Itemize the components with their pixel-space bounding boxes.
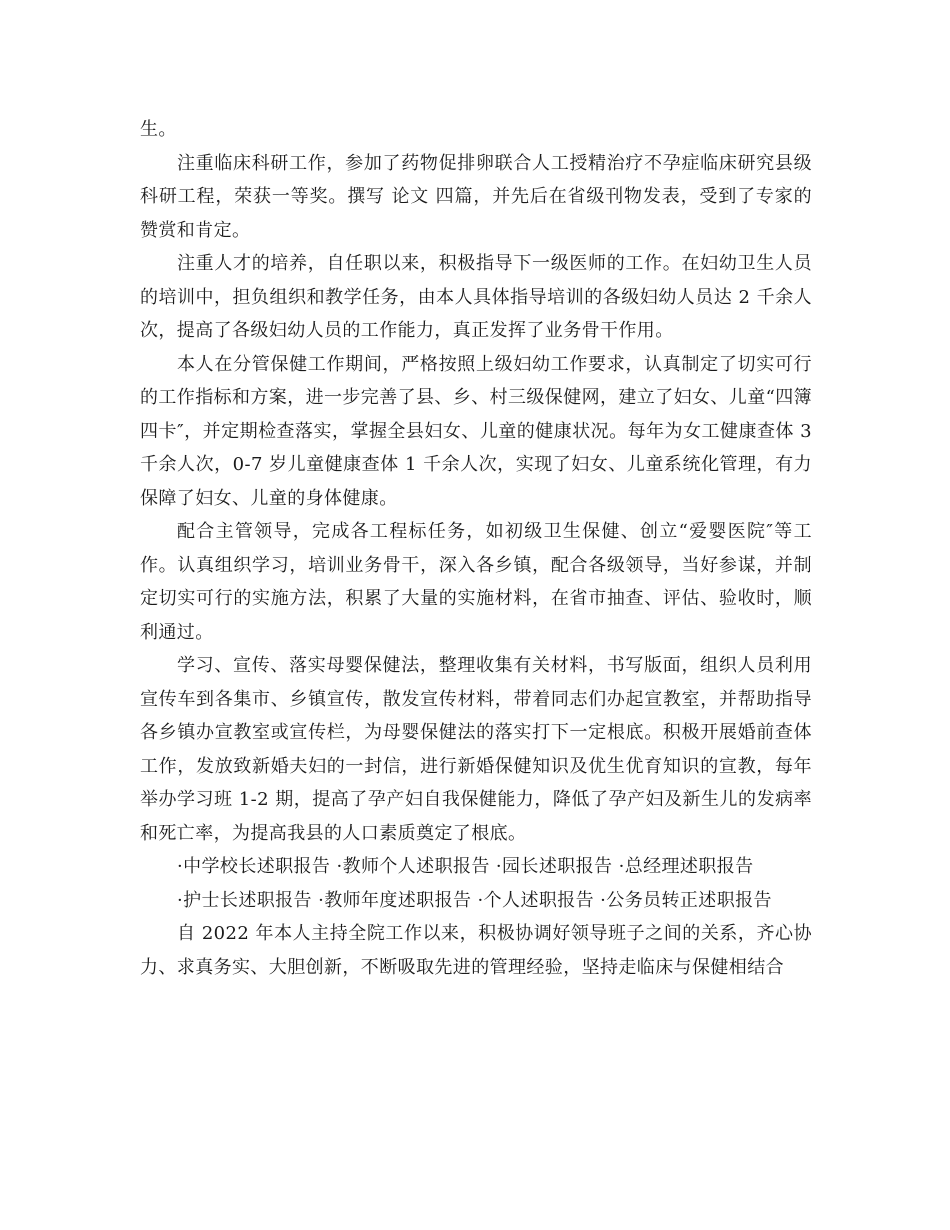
paragraph-clinical-research: 注重临床科研工作，参加了药物促排卵联合人工授精治疗不孕症临床研究县级科研工程，荣获一等奖。撰写 论文 四篇，并先后在省级刊物发表，受到了专家的赞赏和肯定。 <box>140 152 812 241</box>
bullet-icon: · <box>177 856 184 877</box>
document-body <box>140 113 812 984</box>
bullet-icon: · <box>600 889 607 911</box>
related-link[interactable]: 总经理述职报告 <box>624 856 754 877</box>
related-links-row-1 <box>140 850 812 884</box>
bullet-icon: · <box>618 856 625 877</box>
bullet-icon: · <box>477 889 484 911</box>
related-link[interactable]: 教师年度述职报告 <box>324 889 472 911</box>
paragraph-talent-training: 注重人才的培养，自任职以来，积极指导下一级医师的工作。在妇幼卫生人员的培训中，担负组织和教学任务，由本人具体指导培训的各级妇幼人员达 2 千余人次，提高了各级妇幼人员的工作能力，真正发挥了业务骨干作用。 <box>140 253 812 341</box>
bullet-icon: · <box>318 889 325 911</box>
related-links-row-2 <box>140 884 812 918</box>
paragraph-hospital-management: 自 2022 年本人主持全院工作以来，积极协调好领导班子之间的关系，齐心协力、求真务实、大胆创新，不断吸取先进的管理经验，坚持走临床与保健相结合 <box>140 923 812 978</box>
bullet-icon: · <box>495 856 503 877</box>
paragraph-continuation: 生。 <box>140 119 177 140</box>
related-link[interactable]: 教师个人述职报告 <box>342 856 490 877</box>
related-link[interactable]: 中学校长述职报告 <box>183 856 331 877</box>
related-link[interactable]: 公务员转正述职报告 <box>606 889 772 911</box>
related-link[interactable]: 个人述职报告 <box>483 889 595 911</box>
paragraph-health-care-work: 本人在分管保健工作期间，严格按照上级妇幼工作要求，认真制定了切实可行的工作指标和方案，进一步完善了县、乡、村三级保健网，建立了妇女、儿童“四簿四卡″，并定期检查落实，掌握全县妇女、儿童的健康状况。每年为女工健康查体 3 千余人次，0-7 岁儿童健康查体 1 千余人次，实现了妇女、儿童系统化管理，有力保障了妇女、儿童的身体健康。 <box>140 353 812 509</box>
bullet-icon: · <box>177 889 184 911</box>
bullet-icon: · <box>336 856 343 877</box>
related-link[interactable]: 护士长述职报告 <box>183 889 312 911</box>
paragraph-project-tasks: 配合主管领导，完成各工程标任务，如初级卫生保健、创立“爱婴医院″等工作。认真组织学习，培训业务骨干，深入各乡镇，配合各级领导，当好参谋，并制定切实可行的实施方法，积累了大量的实施材料，在省市抽查、评估、验收时，顺利通过。 <box>140 521 812 643</box>
related-link[interactable]: 园长述职报告 <box>502 856 613 877</box>
paragraph-maternal-law: 学习、宣传、落实母婴保健法，整理收集有关材料，书写版面，组织人员利用宣传车到各集市、乡镇宣传，散发宣传材料，带着同志们办起宣教室，并帮助指导各乡镇办宣教室或宣传栏，为母婴保健法的落实打下一定根底。积极开展婚前查体工作，发放致新婚夫妇的一封信，进行新婚保健知识及优生优育知识的宣教，每年举办学习班 1-2 期，提高了孕产妇自我保健能力，降低了孕产妇及新生儿的发病率和死亡率，为提高我县的人口素质奠定了根底。 <box>140 655 812 844</box>
